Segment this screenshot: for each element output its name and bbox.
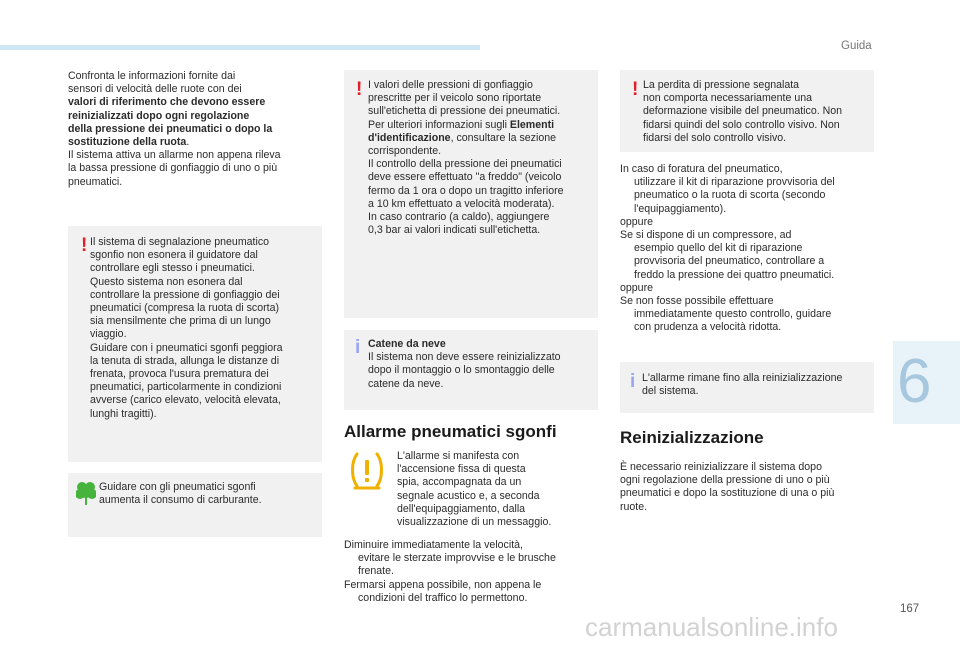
alarm-text: L'allarme si manifesta con l'accensione fissa di questa spia, accompagnata da un segnale acustico e, a seconda dell'equipaggiamento, dalla visualizzazione di un messaggio. (397, 450, 552, 529)
header-accent-bar (0, 45, 480, 50)
section-header: Guida (841, 40, 872, 52)
warning-text: Il sistema di segnalazione pneumatico sgonfio non esonera il guidatore dal controllare egli stesso i pneumatici. Questo sistema non esonera dal controllare la pressione di gonfiaggio dei pneumatici (compresa la ruota di scorta) sia mensilmente che prima di un lungo viaggio. Guidare con i pneumatici sgonfi peggiora la tenuta di strada, allunga le distanze di frenata, provoca l'usura prematura dei pneumatici, particolarmente in condizioni avverse (carico elevato, velocità elevata, lunghi tragitti). (90, 236, 283, 420)
list-item: Se si dispone di un compressore, ad esempio quello del kit di riparazione provvisoria del pneumatico, controllare a freddo la pressione dei quattro pneumatici. (620, 229, 835, 281)
puncture-actions-list (620, 163, 874, 335)
eco-leaf-icon (76, 481, 96, 507)
list-item: Se non fosse possibile effettuare immediatamente questo controllo, guidare con prudenza a velocità ridotta. (620, 295, 832, 334)
info-box-reset (620, 362, 874, 413)
intro-text-start: Confronta le informazioni fornite dai sensori di velocità delle ruote con dei (68, 70, 242, 96)
intro-text-end: . Il sistema attiva un allarme non appena rileva la bassa pressione di gonfiaggio di uno o più pneumatici. (68, 136, 281, 188)
warning-box-tpms (68, 226, 322, 462)
tpms-warning-icon (350, 452, 384, 492)
snow-chains-title: Catene da neve (368, 338, 446, 350)
info-icon: i (355, 337, 361, 358)
warning-icon: ! (632, 79, 639, 100)
pressure-text-start: I valori delle pressioni di gonfiaggio prescritte per il veicolo sono riportate sull'etichetta di pressione dei pneumatici. Per ulteriori informazioni sugli (368, 79, 561, 131)
intro-paragraph (68, 70, 318, 189)
reset-body-text: È necessario reinizializzare il sistema dopo ogni regolazione della pressione di uno o più pneumatici e dopo la sostituzione di una o più ruote. (620, 461, 835, 513)
warning-box-pressure (344, 70, 598, 318)
eco-box (68, 473, 322, 537)
reset-heading: Reinizializzazione (620, 428, 764, 447)
watermark: carmanualsonline.info (585, 612, 838, 642)
warning-icon: ! (81, 235, 88, 256)
alarm-heading: Allarme pneumatici sgonfi (344, 422, 557, 441)
oppure-text: oppure (620, 215, 653, 228)
list-item: Fermarsi appena possibile, non appena le condizioni del traffico lo permettono. (344, 578, 542, 604)
visual-check-text: La perdita di pressione segnalata non comporta necessariamente una deformazione visibile del pneumatico. Non fidarsi quindi del solo controllo visivo. Non fidarsi del solo controllo visivo. (643, 79, 843, 144)
list-item: In caso di foratura del pneumatico, utilizzare il kit di riparazione provvisoria del pneumatico o la ruota di scorta (secondo l'equipaggiamento). (620, 163, 835, 215)
pressure-text-end: , consultare la sezione corrispondente. Il controllo della pressione dei pneumatici deve essere effettuato "a freddo" (veicolo fermo da 1 ora o dopo un tragitto inferiore a 10 km effettuato a velocità moderata). In caso contrario (a caldo), aggiungere 0,3 bar ai valori indicati sull'etichetta. (368, 131, 564, 237)
reset-info-text: L'allarme rimane fino alla reinizializzazione del sistema. (642, 372, 843, 398)
snow-chains-text: Il sistema non deve essere reinizializzato dopo il montaggio o lo smontaggio delle catene da neve. (368, 351, 561, 390)
chapter-number: 6 (897, 347, 932, 416)
info-box-snow-chains (344, 330, 598, 410)
pressure-warning-text (368, 79, 598, 237)
page-number: 167 (900, 603, 920, 615)
alarm-actions-list (344, 539, 598, 605)
eco-text: Guidare con gli pneumatici sgonfi aumenta il consumo di carburante. (99, 481, 262, 507)
intro-text-bold: valori di riferimento che devono essere reinizializzati dopo ogni regolazione della pressione dei pneumatici o dopo la sostituzione della ruota (68, 96, 273, 149)
info-icon: i (630, 371, 636, 392)
list-item: Diminuire immediatamente la velocità, evitare le sterzate improvvise e le brusche frenate. (344, 539, 556, 578)
oppure-text: oppure (620, 281, 653, 294)
pressure-text-bold: Elementi d'identificazione (368, 118, 555, 144)
warning-box-visual-check (620, 70, 874, 152)
warning-icon: ! (356, 79, 363, 100)
